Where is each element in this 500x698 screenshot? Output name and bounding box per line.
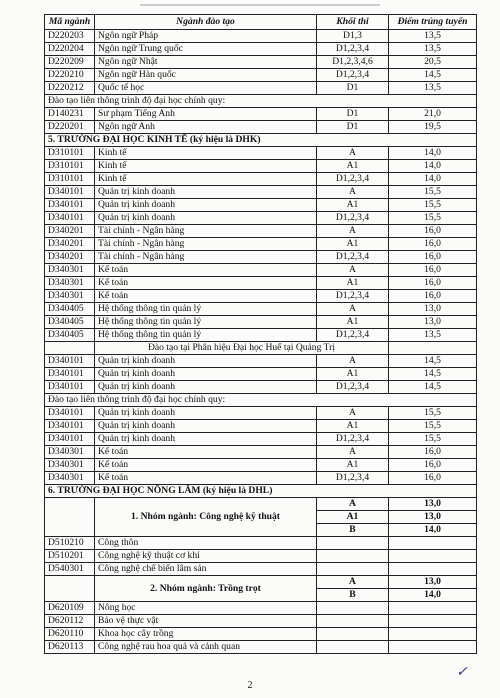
major-code: D340405 [45, 329, 95, 342]
admission-score: 14,5 [389, 69, 477, 82]
major-code: D510210 [45, 537, 95, 550]
major-name: Hệ thống thông tin quản lý [95, 316, 317, 329]
exam-block [317, 628, 389, 641]
major-name: Kế toán [95, 472, 317, 485]
table-header-row [45, 15, 477, 30]
admission-score [389, 563, 477, 576]
exam-block: A1 [317, 316, 389, 329]
major-name: Quản trị kinh doanh [95, 355, 317, 368]
major-name: Kế toán [95, 446, 317, 459]
admission-score [389, 628, 477, 641]
major-name: Kinh tế [95, 173, 317, 186]
admission-score: 14,0 [389, 147, 477, 160]
subsection-row [45, 95, 477, 108]
admission-score: 15,5 [389, 433, 477, 446]
table-row [45, 108, 477, 121]
exam-block: D1 [317, 82, 389, 95]
admission-score: 13,0 [389, 316, 477, 329]
major-code: D620110 [45, 628, 95, 641]
major-name: Sư phạm Tiếng Anh [95, 108, 317, 121]
major-code: D310101 [45, 147, 95, 160]
exam-block: D1,2,3,4 [317, 381, 389, 394]
exam-block: A1 [317, 459, 389, 472]
major-name: Kinh tế [95, 147, 317, 160]
admission-score: 16,0 [389, 459, 477, 472]
major-code: D620112 [45, 615, 95, 628]
admission-score: 14,0 [389, 524, 477, 537]
major-name: Quản trị kinh doanh [95, 407, 317, 420]
exam-block [317, 537, 389, 550]
table-row [45, 251, 477, 264]
admission-score [389, 641, 477, 654]
table-row [45, 43, 477, 56]
exam-block: D1,3 [317, 30, 389, 43]
subsection-label: Đào tạo tại Phân hiệu Đại học Huế tại Quảng Trị [95, 342, 389, 355]
table-row [45, 368, 477, 381]
admission-score: 16,0 [389, 251, 477, 264]
major-code: D340301 [45, 277, 95, 290]
table-row [45, 121, 477, 134]
table-row [45, 199, 477, 212]
major-name: Quốc tế học [95, 82, 317, 95]
admission-score: 13,0 [389, 576, 477, 589]
major-name: Ngôn ngữ Anh [95, 121, 317, 134]
major-name: Công nghệ chế biến lâm sản [95, 563, 317, 576]
major-name: Kế toán [95, 459, 317, 472]
table-row [45, 82, 477, 95]
major-code: D620109 [45, 602, 95, 615]
header-code: Mã ngành [45, 15, 95, 30]
exam-block: A [317, 303, 389, 316]
admission-score: 20,5 [389, 56, 477, 69]
major-code: D340101 [45, 212, 95, 225]
major-name: Quản trị kinh doanh [95, 368, 317, 381]
major-code: D620113 [45, 641, 95, 654]
major-code: D340201 [45, 225, 95, 238]
exam-block: D1,2,3,4 [317, 212, 389, 225]
exam-block: D1,2,3,4 [317, 251, 389, 264]
table-row [45, 537, 477, 550]
admission-score: 14,0 [389, 173, 477, 186]
subsection-row [45, 394, 477, 407]
major-name: Quản trị kinh doanh [95, 420, 317, 433]
table-row [45, 602, 477, 615]
table-row [45, 160, 477, 173]
table-row [45, 186, 477, 199]
table-row [45, 277, 477, 290]
major-name: Công nghệ kỹ thuật cơ khí [95, 550, 317, 563]
exam-block: A1 [317, 160, 389, 173]
exam-block: A1 [317, 238, 389, 251]
admission-score: 15,5 [389, 199, 477, 212]
major-code: D340301 [45, 446, 95, 459]
header-block: Khối thi [317, 15, 389, 30]
major-name: Ngôn ngữ Pháp [95, 30, 317, 43]
exam-block [317, 602, 389, 615]
admission-score: 21,0 [389, 108, 477, 121]
admission-score: 15,5 [389, 407, 477, 420]
major-code: D340101 [45, 381, 95, 394]
exam-block: D1,2,3,4 [317, 433, 389, 446]
page-number: 2 [247, 680, 253, 691]
admission-score: 16,0 [389, 264, 477, 277]
handwritten-mark-icon: ✓ [456, 664, 468, 680]
admission-score: 16,0 [389, 446, 477, 459]
exam-block: A1 [317, 277, 389, 290]
exam-block: A [317, 147, 389, 160]
table-row [45, 459, 477, 472]
header-major: Ngành đào tạo [95, 15, 317, 30]
admission-score: 15,5 [389, 186, 477, 199]
admission-score: 16,0 [389, 238, 477, 251]
major-name: Tài chính - Ngân hàng [95, 251, 317, 264]
major-code: D220209 [45, 56, 95, 69]
major-code: D220204 [45, 43, 95, 56]
blank-cell [45, 576, 95, 602]
major-code: D340101 [45, 199, 95, 212]
major-code: D220203 [45, 30, 95, 43]
table-row [45, 420, 477, 433]
table-row [45, 147, 477, 160]
admission-score: 16,0 [389, 290, 477, 303]
admission-score: 14,5 [389, 355, 477, 368]
admission-score [389, 615, 477, 628]
exam-block: B [317, 589, 389, 602]
major-name: Hệ thống thông tin quản lý [95, 303, 317, 316]
table-row [45, 225, 477, 238]
major-name: Kế toán [95, 290, 317, 303]
exam-block: A [317, 264, 389, 277]
major-name: Quản trị kinh doanh [95, 381, 317, 394]
group-heading: 2. Nhóm ngành: Trồng trọt [95, 576, 317, 602]
admission-score [389, 550, 477, 563]
section-heading-row [45, 134, 477, 147]
table-row [45, 56, 477, 69]
major-name: Bảo vệ thực vật [95, 615, 317, 628]
exam-block: D1 [317, 108, 389, 121]
exam-block: D1,2,3,4 [317, 290, 389, 303]
table-row [45, 550, 477, 563]
major-code: D510201 [45, 550, 95, 563]
admission-score: 13,5 [389, 329, 477, 342]
admission-score: 16,0 [389, 277, 477, 290]
major-name: Kế toán [95, 264, 317, 277]
major-code: D310101 [45, 173, 95, 186]
exam-block: A [317, 446, 389, 459]
table-row [45, 329, 477, 342]
table-row [45, 641, 477, 654]
admission-score [389, 602, 477, 615]
major-name: Quản trị kinh doanh [95, 212, 317, 225]
exam-block: A [317, 225, 389, 238]
header-score: Điểm trúng tuyển [389, 15, 477, 30]
table-row [45, 69, 477, 82]
exam-block: A1 [317, 199, 389, 212]
admission-score-table [44, 14, 477, 654]
exam-block: D1,2,3,4 [317, 173, 389, 186]
table-body [45, 30, 477, 654]
major-name: Quản trị kinh doanh [95, 433, 317, 446]
major-code: D340101 [45, 420, 95, 433]
major-code: D220212 [45, 82, 95, 95]
exam-block: D1,2,3,4 [317, 43, 389, 56]
group-row [45, 498, 477, 511]
admission-score: 14,0 [389, 160, 477, 173]
table-row [45, 303, 477, 316]
table-row [45, 407, 477, 420]
major-code: D340405 [45, 303, 95, 316]
major-code: D340101 [45, 355, 95, 368]
exam-block: B [317, 524, 389, 537]
major-name: Ngôn ngữ Trung quốc [95, 43, 317, 56]
admission-score: 14,5 [389, 381, 477, 394]
major-code: D340101 [45, 433, 95, 446]
table-row [45, 381, 477, 394]
admission-score-table-sheet [44, 14, 476, 654]
exam-block [317, 563, 389, 576]
major-name: Quản trị kinh doanh [95, 186, 317, 199]
major-code: D340301 [45, 472, 95, 485]
scan-artifact-line [140, 4, 380, 6]
exam-block: A1 [317, 511, 389, 524]
table-row [45, 472, 477, 485]
blank-cell [45, 342, 95, 355]
table-row [45, 173, 477, 186]
table-row [45, 628, 477, 641]
subsection-label: Đào tạo liên thông trình độ đại học chính quy: [45, 394, 477, 407]
major-name: Hệ thống thông tin quản lý [95, 329, 317, 342]
exam-block: D1,2,3,4,6 [317, 56, 389, 69]
table-row [45, 30, 477, 43]
admission-score: 15,5 [389, 420, 477, 433]
subsection-row [45, 342, 477, 355]
admission-score: 15,5 [389, 212, 477, 225]
major-code: D140231 [45, 108, 95, 121]
table-row [45, 446, 477, 459]
major-name: Công thôn [95, 537, 317, 550]
major-code: D340201 [45, 238, 95, 251]
major-code: D340101 [45, 186, 95, 199]
major-code: D540301 [45, 563, 95, 576]
admission-score: 13,5 [389, 30, 477, 43]
admission-score: 14,0 [389, 589, 477, 602]
exam-block: A1 [317, 368, 389, 381]
exam-block: A [317, 498, 389, 511]
exam-block: A [317, 576, 389, 589]
major-name: Công nghệ rau hoa quả và cảnh quan [95, 641, 317, 654]
major-name: Kế toán [95, 277, 317, 290]
table-row [45, 212, 477, 225]
table-row [45, 316, 477, 329]
exam-block: D1 [317, 121, 389, 134]
admission-score: 19,5 [389, 121, 477, 134]
group-row [45, 576, 477, 589]
major-name: Tài chính - Ngân hàng [95, 238, 317, 251]
section-heading: 5. TRƯỜNG ĐẠI HỌC KINH TẾ (ký hiệu là DHK) [45, 134, 477, 147]
table-row [45, 238, 477, 251]
admission-score: 13,0 [389, 303, 477, 316]
admission-score: 14,5 [389, 368, 477, 381]
major-name: Khoa học cây trồng [95, 628, 317, 641]
admission-score: 13,5 [389, 43, 477, 56]
exam-block [317, 641, 389, 654]
table-row [45, 355, 477, 368]
subsection-label: Đào tạo liên thông trình độ đại học chính quy: [45, 95, 477, 108]
exam-block: A [317, 407, 389, 420]
major-name: Quản trị kinh doanh [95, 199, 317, 212]
exam-block: D1,2,3,4 [317, 69, 389, 82]
admission-score: 13,0 [389, 498, 477, 511]
table-row [45, 433, 477, 446]
major-code: D340101 [45, 368, 95, 381]
section-heading-row [45, 485, 477, 498]
major-name: Ngôn ngữ Nhật [95, 56, 317, 69]
table-row [45, 264, 477, 277]
exam-block: D1,2,3,4 [317, 472, 389, 485]
admission-score [389, 537, 477, 550]
blank-cell [45, 498, 95, 537]
major-name: Kinh tế [95, 160, 317, 173]
major-code: D220210 [45, 69, 95, 82]
major-code: D340201 [45, 251, 95, 264]
table-row [45, 615, 477, 628]
section-heading: 6. TRƯỜNG ĐẠI HỌC NÔNG LÂM (ký hiệu là DHL) [45, 485, 477, 498]
admission-score: 16,0 [389, 472, 477, 485]
major-code: D310101 [45, 160, 95, 173]
group-heading: 1. Nhóm ngành: Công nghệ kỹ thuật [95, 498, 317, 537]
exam-block [317, 615, 389, 628]
major-code: D340301 [45, 459, 95, 472]
exam-block: A [317, 186, 389, 199]
table-row [45, 563, 477, 576]
exam-block: A1 [317, 420, 389, 433]
major-code: D340405 [45, 316, 95, 329]
admission-score: 16,0 [389, 225, 477, 238]
exam-block [317, 550, 389, 563]
major-code: D340301 [45, 290, 95, 303]
admission-score: 13,0 [389, 511, 477, 524]
major-code: D340101 [45, 407, 95, 420]
exam-block: A [317, 355, 389, 368]
major-code: D340301 [45, 264, 95, 277]
table-row [45, 290, 477, 303]
exam-block: D1,2,3,4 [317, 329, 389, 342]
major-code: D220201 [45, 121, 95, 134]
major-name: Nông học [95, 602, 317, 615]
major-name: Tài chính - Ngân hàng [95, 225, 317, 238]
blank-cell [389, 342, 477, 355]
admission-score: 13,5 [389, 82, 477, 95]
major-name: Ngôn ngữ Hàn quốc [95, 69, 317, 82]
